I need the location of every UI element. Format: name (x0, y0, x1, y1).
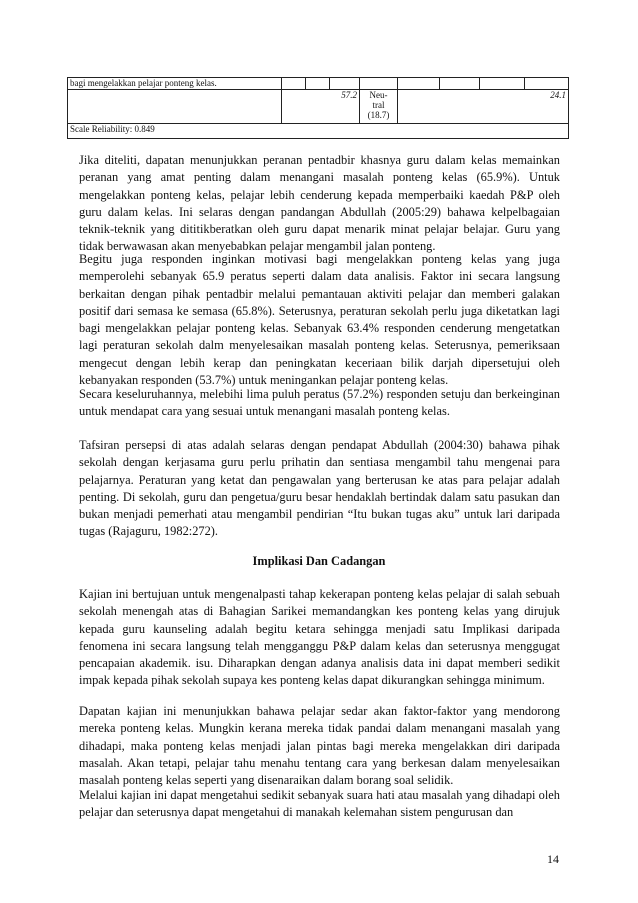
section-heading: Implikasi Dan Cadangan (252, 554, 386, 568)
body-paragraph: Kajian ini bertujuan untuk mengenalpasti tahap kekerapan ponteng kelas pelajar di salah sebuah sekolah menengah atas di Bahagian Sarikei memandangkan kes ponteng kelas yang dirujuk kepada guru kaunseling adalah begitu ketara sehingga menjadi satu Implikasi daripada fenomena ini secara langsung telah mengganggu P&P dalam kelas dan seterusnya menggugat pencapaian akademik. isu. Diharapkan dengan adanya analisis data ini dapat memberi sedikit impak kepada pihak sekolah supaya kes ponteng kelas dapat dikurangkan sehingga minimum. (79, 587, 560, 688)
body-paragraph: Dapatan kajian ini menunjukkan bahawa pelajar sedar akan faktor-faktor yang mendorong mereka ponteng kelas. Mungkin kerana mereka tidak pandai dalam menangani masalah yang dihadapi, maka ponteng kelas menjadi jalan pintas bagi mereka mengelakkan diri daripada masalah. Akan tetapi, pelajar tahu menahu tentang cara yang berkesan dalam menyelesaikan masalah ponteng kelas seperti yang disenaraikan dalam borang soal selidik. (79, 704, 560, 788)
page-number: 14 (547, 852, 559, 866)
body-paragraph: Tafsiran persepsi di atas adalah selaras dengan pendapat Abdullah (2004:30) bahawa pihak sekolah dengan kerjasama guru perlu prihatin dan sentiasa mengambil tahu mengenai para pelajarnya. Peraturan yang ketat dan pengawalan yang berterusan ke atas para pelajar adalah penting. Di sekolah, guru dan pengetua/guru besar hendaklah bertindak dalam satu pasukan dan bukan menjadi pemerhati atau mengambil pendirian “Itu bukan tugas aku” untuk lari daripada tugas (Rajaguru, 1982:272). (79, 438, 560, 539)
body-paragraph: Melalui kajian ini dapat mengetahui sedikit sebanyak suara hati atau masalah yang dihadapi oleh pelajar dan seterusnya dapat mengetahui di manakah kelemahan sistem pengurusan dan (79, 788, 560, 820)
scale-reliability: Scale Reliability: 0.849 (68, 124, 569, 139)
table-row (68, 90, 569, 124)
table-cell-neutral: Neu- tral (18.7) (360, 90, 398, 124)
body-paragraph: Secara keseluruhannya, melebihi lima puluh peratus (57.2%) responden setuju dan berkeinginan untuk mendapat cara yang sesuai untuk menangani masalah ponteng kelas. (79, 387, 560, 419)
table-cell-disagree: 24.1 (398, 90, 569, 124)
table-cell-item: bagi mengelakkan pelajar ponteng kelas. (68, 78, 282, 90)
table-cell-agree: 57.2 (282, 90, 360, 124)
survey-table-fragment (67, 77, 569, 139)
table-row (68, 124, 569, 139)
body-paragraph: Jika diteliti, dapatan menunjukkan peranan pentadbir khasnya guru dalam kelas memainkan peranan yang amat penting dalam menangani masalah ponteng kelas (65.9%). Untuk mengelakkan ponteng kelas, pelajar lebih cenderung kepada memperbaiki kaedah P&P oleh guru dalam kelas. Ini selaras dengan pandangan Abdullah (2005:29) bahawa kelpelbagaian teknik-teknik yang dititikberatkan oleh guru dapat menarik minat pelajar belajar. Guru yang tidak berwawasan akan menyebabkan pelajar mengambil jalan ponteng. (79, 153, 560, 254)
table-row (68, 78, 569, 90)
body-paragraph: Begitu juga responden inginkan motivasi bagi mengelakkan ponteng kelas yang juga memperolehi sebanyak 65.9 peratus seperti dalam data analisis. Faktor ini secara langsung berkaitan dengan pihak pentadbir melalui pemantauan aktiviti pelajar dan memberi galakan positif dari semasa ke semasa (65.8%). Seterusnya, peraturan sekolah perlu juga diketatkan lagi bagi mengelakkan pelajar ponteng kelas. Sebanyak 63.4% responden cenderung mengetatkan lagi peraturan sekolah dalm menyelesaikan masalah ponteng kelas. Seterusnya, pemeriksaan mengecut dengan lebih kerap dan peningkatan keceriaan bilik darjah dipersetujui oleh kebanyakan responden (53.7%) untuk meningankan pelajar ponteng kelas. (79, 252, 560, 388)
